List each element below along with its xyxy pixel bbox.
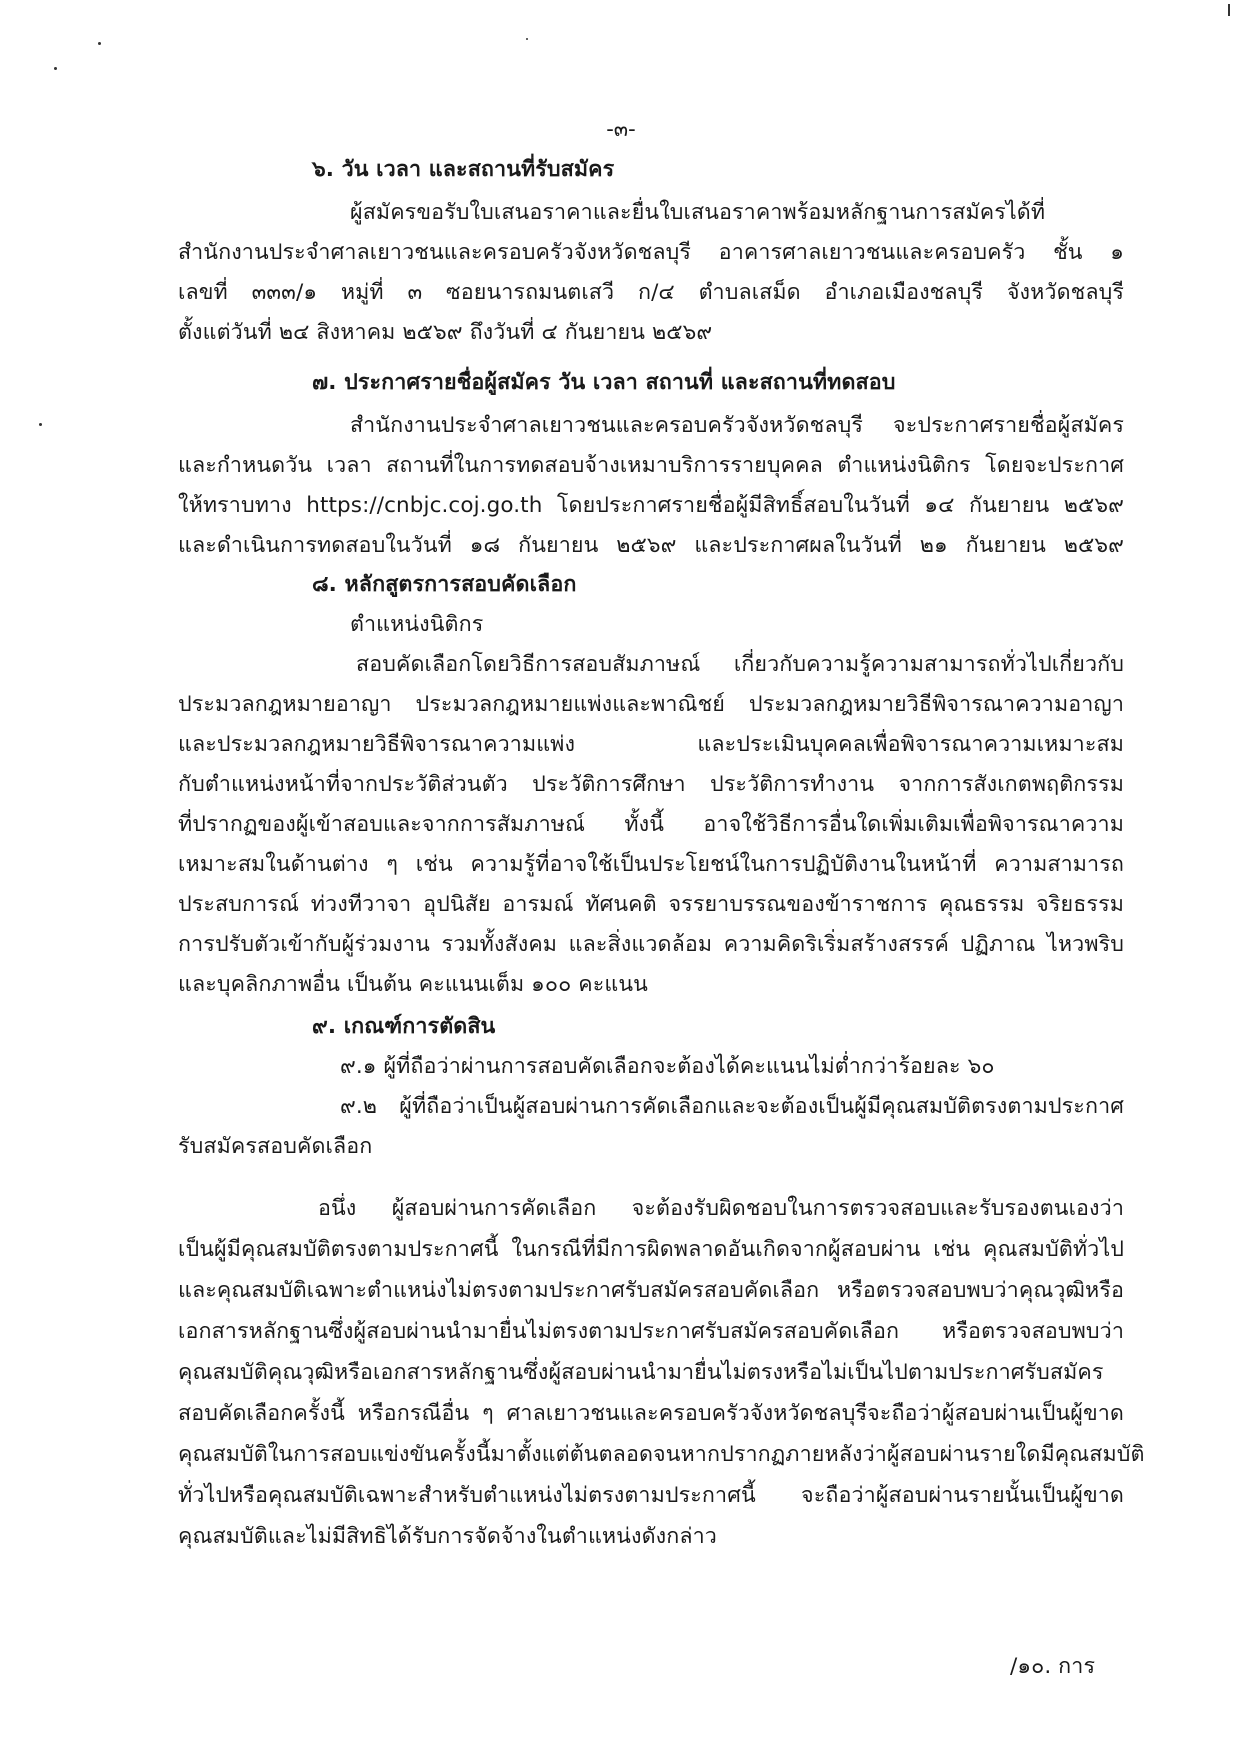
note-line: เอกสารหลักฐานซึ่งผู้สอบผ่านนำมายื่นไม่ตรงตามประกาศรับสมัครสอบคัดเลือก หรือตรวจสอบพบว่า: [178, 1319, 1124, 1344]
note-line: เป็นผู้มีคุณสมบัติตรงตามประกาศนี้ ในกรณีที่มีการผิดพลาดอันเกิดจากผู้สอบผ่าน เช่น คุณสมบัติทั่วไป: [178, 1237, 1124, 1262]
section-7-line: และกำหนดวัน เวลา สถานที่ในการทดสอบจ้างเหมาบริการรายบุคคล ตำแหน่งนิติกร โดยจะประกาศ: [178, 453, 1124, 478]
section-8-line: และประมวลกฎหมายวิธีพิจารณาความแพ่ง และประเมินบุคคลเพื่อพิจารณาความเหมาะสม: [178, 732, 1124, 757]
section-8-line: ประสบการณ์ ท่วงทีวาจา อุปนิสัย อารมณ์ ทัศนคติ จรรยาบรรณของข้าราชการ คุณธรรม จริยธรรม: [178, 892, 1124, 917]
section-6-line: ตั้งแต่วันที่ ๒๔ สิงหาคม ๒๕๖๙ ถึงวันที่ ๔ กันยายน ๒๕๖๙: [178, 320, 713, 345]
section-8-line: กับตำแหน่งหน้าที่จากประวัติส่วนตัว ประวัติการศึกษา ประวัติการทำงาน จากการสังเกตพฤติกรรม: [178, 772, 1124, 797]
section-8-line: สอบคัดเลือกโดยวิธีการสอบสัมภาษณ์ เกี่ยวกับความรู้ความสามารถทั่วไปเกี่ยวกับ: [356, 652, 1124, 677]
section-9-heading: ๙. เกณฑ์การตัดสิน: [312, 1014, 496, 1039]
scan-speck: [98, 42, 101, 45]
section-8-heading: ๘. หลักสูตรการสอบคัดเลือก: [312, 572, 577, 597]
note-line: คุณสมบัติคุณวุฒิหรือเอกสารหลักฐานซึ่งผู้สอบผ่านนำมายื่นไม่ตรงหรือไม่เป็นไปตามประกาศรับสมัคร: [178, 1360, 1104, 1385]
note-line: สอบคัดเลือกครั้งนี้ หรือกรณีอื่น ๆ ศาลเยาวชนและครอบครัวจังหวัดชลบุรีจะถือว่าผู้สอบผ่านเป็นผู้ขาด: [178, 1401, 1124, 1426]
note-line: ทั่วไปหรือคุณสมบัติเฉพาะสำหรับตำแหน่งไม่ตรงตามประกาศนี้ จะถือว่าผู้สอบผ่านรายนั้นเป็นผู้ขาด: [178, 1483, 1124, 1508]
note-line: และคุณสมบัติเฉพาะตำแหน่งไม่ตรงตามประกาศรับสมัครสอบคัดเลือก หรือตรวจสอบพบว่าคุณวุฒิหรือ: [178, 1278, 1124, 1303]
continuation-marker: /๑๐. การ: [1010, 1654, 1096, 1679]
section-9-item: ๙.๑ ผู้ที่ถือว่าผ่านการสอบคัดเลือกจะต้องได้คะแนนไม่ต่ำกว่าร้อยละ ๖๐: [340, 1054, 995, 1079]
section-9-item: รับสมัครสอบคัดเลือก: [178, 1134, 373, 1159]
section-6-line: สำนักงานประจำศาลเยาวชนและครอบครัวจังหวัดชลบุรี อาคารศาลเยาวชนและครอบครัว ชั้น ๑: [178, 240, 1124, 265]
section-8-line: ที่ปรากฏของผู้เข้าสอบและจากการสัมภาษณ์ ทั้งนี้ อาจใช้วิธีการอื่นใดเพิ่มเติมเพื่อพิจารณาความ: [178, 812, 1124, 837]
section-7-line: ให้ทราบทาง https://cnbjc.coj.go.th โดยประกาศรายชื่อผู้มีสิทธิ์สอบในวันที่ ๑๔ กันยายน ๒๕๖๙: [178, 493, 1124, 518]
section-7-heading: ๗. ประกาศรายชื่อผู้สมัคร วัน เวลา สถานที่ และสถานที่ทดสอบ: [312, 370, 896, 395]
section-8-line: และบุคลิกภาพอื่น เป็นต้น คะแนนเต็ม ๑๐๐ คะแนน: [178, 972, 648, 997]
scan-speck: [526, 38, 528, 40]
section-6-line: ผู้สมัครขอรับใบเสนอราคาและยื่นใบเสนอราคาพร้อมหลักฐานการสมัครได้ที่: [350, 200, 1046, 225]
note-line: คุณสมบัติในการสอบแข่งขันครั้งนี้มาตั้งแต่ต้นตลอดจนหากปรากฏภายหลังว่าผู้สอบผ่านรายใดมีคุณสมบัติ: [178, 1442, 1145, 1467]
section-8-subheading: ตำแหน่งนิติกร: [350, 612, 484, 637]
note-line: คุณสมบัติและไม่มีสิทธิได้รับการจัดจ้างในตำแหน่งดังกล่าว: [178, 1524, 717, 1549]
scan-edge-mark: [1228, 4, 1230, 16]
scan-speck: [54, 67, 57, 70]
section-6-line: เลขที่ ๓๓๓/๑ หมู่ที่ ๓ ซอยนารถมนตเสวี ก/๔ ตำบลเสม็ด อำเภอเมืองชลบุรี จังหวัดชลบุรี: [178, 280, 1124, 305]
section-7-line: และดำเนินการทดสอบในวันที่ ๑๘ กันยายน ๒๕๖๙ และประกาศผลในวันที่ ๒๑ กันยายน ๒๕๖๙: [178, 533, 1124, 558]
section-9-item: ๙.๒ ผู้ที่ถือว่าเป็นผู้สอบผ่านการคัดเลือกและจะต้องเป็นผู้มีคุณสมบัติตรงตามประกาศ: [340, 1094, 1124, 1119]
section-6-heading: ๖. วัน เวลา และสถานที่รับสมัคร: [312, 157, 615, 182]
section-7-line: สำนักงานประจำศาลเยาวชนและครอบครัวจังหวัดชลบุรี จะประกาศรายชื่อผู้สมัคร: [350, 413, 1124, 438]
section-8-line: เหมาะสมในด้านต่าง ๆ เช่น ความรู้ที่อาจใช้เป็นประโยชน์ในการปฏิบัติงานในหน้าที่ ความสามารถ: [178, 852, 1124, 877]
scan-speck: [39, 423, 42, 426]
section-8-line: การปรับตัวเข้ากับผู้ร่วมงาน รวมทั้งสังคม และสิ่งแวดล้อม ความคิดริเริ่มสร้างสรรค์ ปฏิภาณ ไหวพริบ: [178, 932, 1124, 957]
page-number: -๓-: [606, 117, 636, 141]
section-8-line: ประมวลกฎหมายอาญา ประมวลกฎหมายแพ่งและพาณิชย์ ประมวลกฎหมายวิธีพิจารณาความอาญา: [178, 692, 1124, 717]
note-line: อนึ่ง ผู้สอบผ่านการคัดเลือก จะต้องรับผิดชอบในการตรวจสอบและรับรองตนเองว่า: [318, 1196, 1124, 1221]
